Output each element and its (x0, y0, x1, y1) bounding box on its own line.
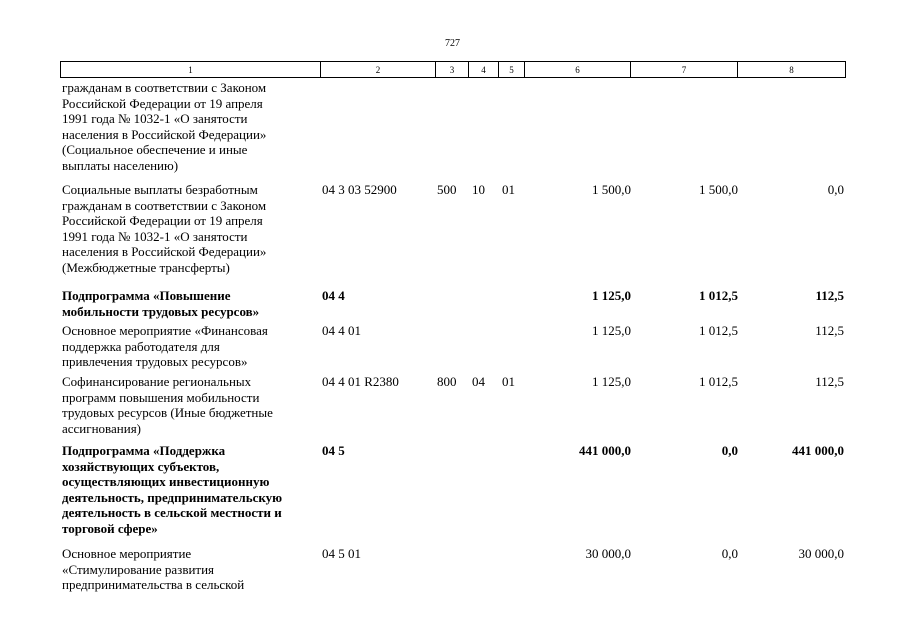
header-col-7: 7 (631, 62, 738, 78)
row-name: Подпрограмма «Повышение мобильности трудовых ресурсов» (62, 288, 260, 319)
row-name: Подпрограмма «Поддержка хозяйствующих субъектов, осуществляющих инвестиционную деятельность, предпринимательскую деятельность в сельской местности и торговой сфере» (62, 443, 283, 536)
header-col-2: 2 (321, 62, 436, 78)
row-value-8: 0,0 (827, 182, 844, 197)
row-value-8: 112,5 (815, 323, 844, 338)
row-vr: 800 (437, 374, 457, 389)
row-name: Основное мероприятие «Финансовая поддержка работодателя для привлечения трудовых ресурсов» (62, 323, 268, 370)
row-pr: 01 (502, 182, 515, 197)
row-code: 04 4 01 R2380 (322, 374, 399, 389)
header-col-6: 6 (525, 62, 631, 78)
row-value-7: 1 500,0 (699, 182, 738, 197)
row-name: Софинансирование региональных программ повышения мобильности трудовых ресурсов (Иные бюджетные ассигнования) (62, 374, 273, 436)
header-col-1: 1 (61, 62, 321, 78)
row-pr: 01 (502, 374, 515, 389)
row-value-7: 1 012,5 (699, 288, 738, 303)
row-value-8: 112,5 (815, 374, 844, 389)
row-name: гражданам в соответствии с Законом Российской Федерации от 19 апреля 1991 года № 1032-1 «О занятости населения в Российской Федерации» (Социальное обеспечение и иные выплаты населению) (62, 80, 267, 173)
column-header-row (60, 61, 846, 78)
row-value-8: 30 000,0 (798, 546, 844, 561)
row-value-8: 112,5 (815, 288, 844, 303)
page-number: 727 (445, 38, 460, 49)
row-value-7: 0,0 (721, 546, 738, 561)
header-col-3: 3 (436, 62, 469, 78)
row-name: Социальные выплаты безработным гражданам в соответствии с Законом Российской Федерации от 19 апреля 1991 года № 1032-1 «О занятости населения в Российской Федерации» (Межбюджетные трансферты) (62, 182, 267, 275)
row-value-7: 1 012,5 (699, 374, 738, 389)
row-code: 04 3 03 52900 (322, 182, 397, 197)
header-col-5: 5 (499, 62, 525, 78)
row-value-7: 1 012,5 (699, 323, 738, 338)
row-value-6: 1 125,0 (592, 323, 631, 338)
row-code: 04 5 (322, 443, 345, 458)
row-name: Основное мероприятие «Стимулирование развития предпринимательства в сельской (62, 546, 245, 593)
row-vr: 500 (437, 182, 457, 197)
row-value-7: 0,0 (721, 443, 738, 458)
row-code: 04 4 (322, 288, 345, 303)
row-value-6: 1 125,0 (592, 288, 631, 303)
row-value-6: 441 000,0 (579, 443, 631, 458)
row-code: 04 5 01 (322, 546, 361, 561)
row-value-6: 1 500,0 (592, 182, 631, 197)
row-code: 04 4 01 (322, 323, 361, 338)
row-value-8: 441 000,0 (792, 443, 844, 458)
header-col-4: 4 (469, 62, 499, 78)
row-value-6: 30 000,0 (585, 546, 631, 561)
row-value-6: 1 125,0 (592, 374, 631, 389)
header-col-8: 8 (738, 62, 846, 78)
row-rz: 04 (472, 374, 485, 389)
row-rz: 10 (472, 182, 485, 197)
